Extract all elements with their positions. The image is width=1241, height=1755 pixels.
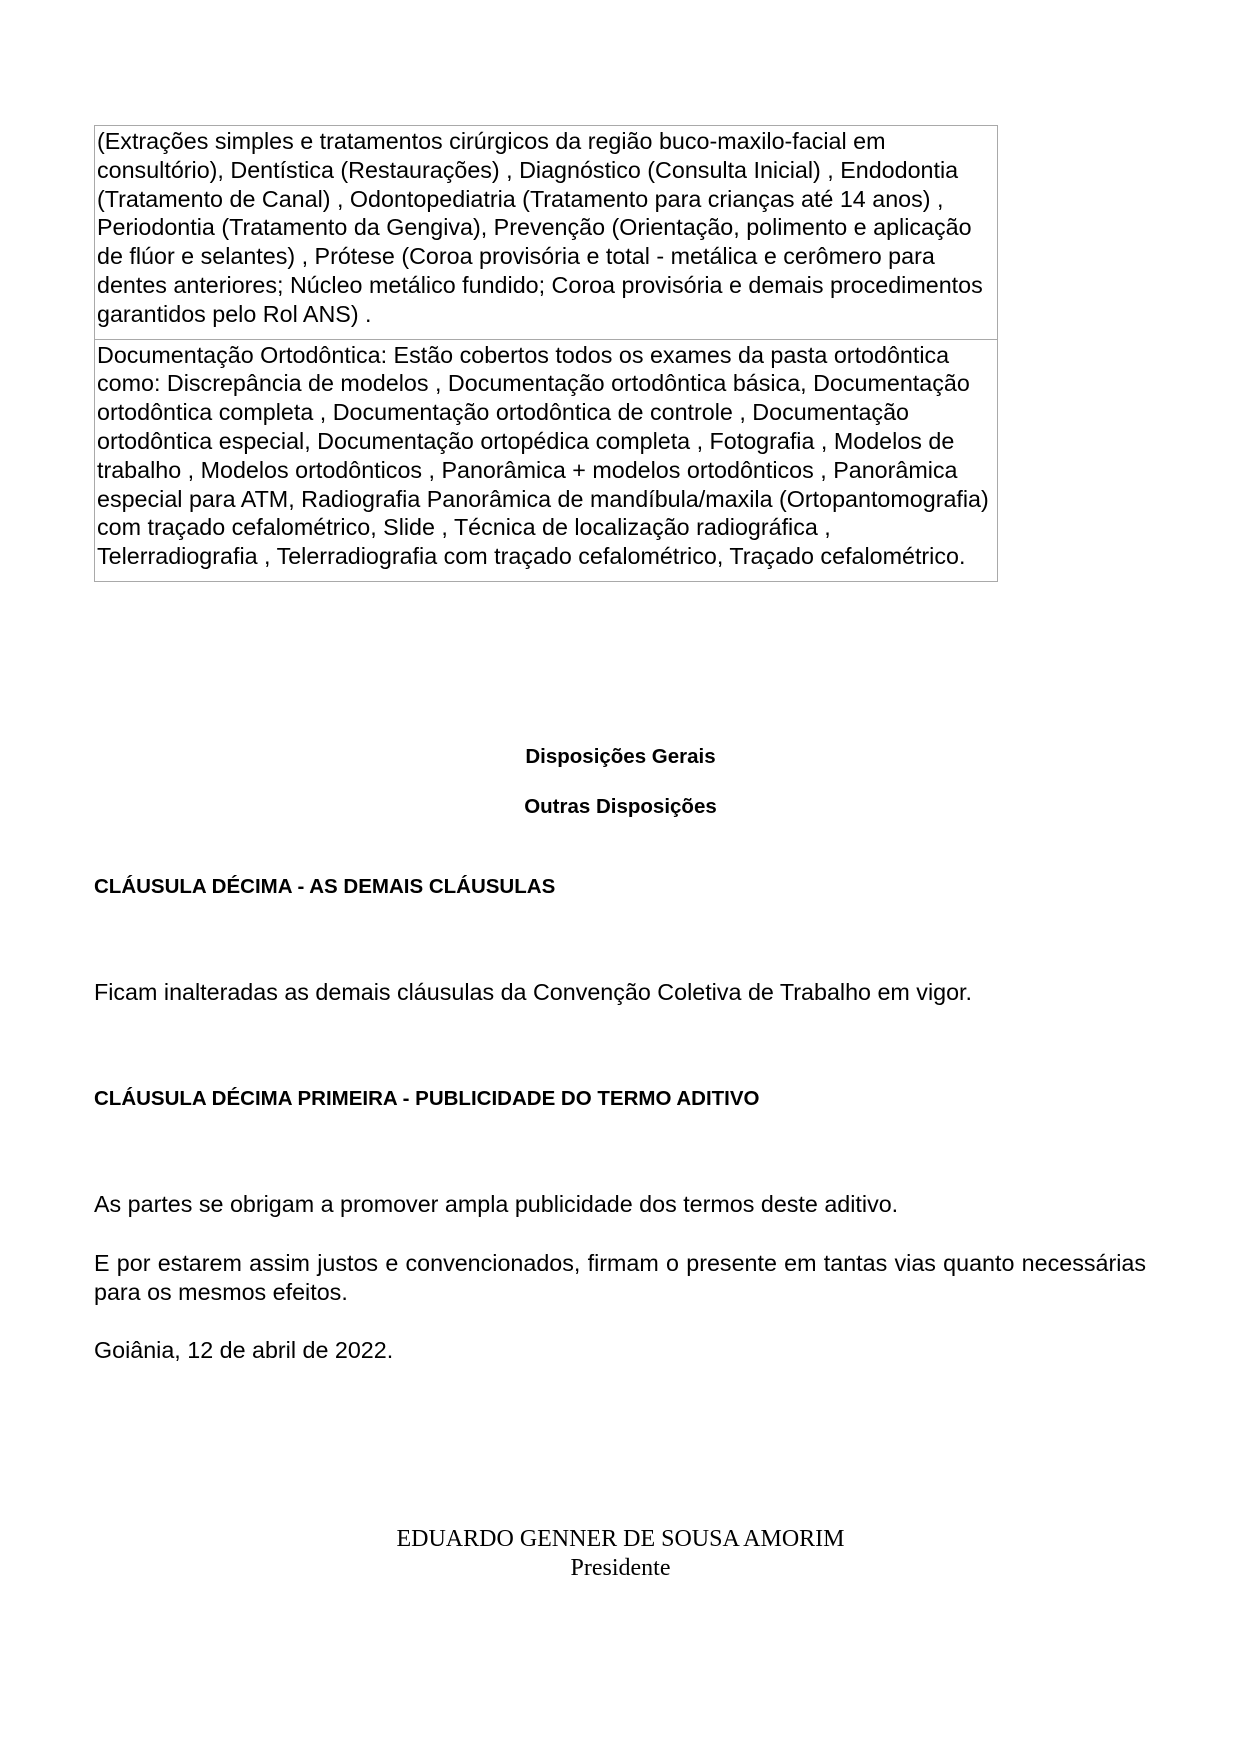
clause-11-text: As partes se obrigam a promover ampla publicidade dos termos deste aditivo. [94,1191,899,1217]
clause-10-title: CLÁUSULA DÉCIMA - AS DEMAIS CLÁUSULAS [94,875,556,898]
coverage-cell-orthodontic-docs: Documentação Ortodôntica: Estão cobertos todos os exames da pasta ortodôntica como: Discrepância de modelos , Documentação ortodôntica básica, Documentação ortodôntica completa , Documentação ortodôntica de controle , Documentação ortodôntica especial, Documentação ortopédica completa , Fotografia , Modelos de trabalho , Modelos ortodônticos , Panorâmica + modelos ortodônticos , Panorâmica especial para ATM, Radiografia Panorâmica de mandíbula/maxila (Ortopantomografia) com traçado cefalométrico, Slide , Técnica de localização radiográfica , Telerradiografia , Telerradiografia com traçado cefalométrico, Traçado cefalométrico. [95,339,998,581]
signature-role: Presidente [570,1555,671,1581]
coverage-cell-procedures: (Extrações simples e tratamentos cirúrgicos da região buco-maxilo-facial em consultório), Dentística (Restaurações) , Diagnóstico (Consulta Inicial) , Endodontia (Tratamento de Canal) , Odontopediatria (Tratamento para crianças até 14 anos) , Periodontia (Tratamento da Gengiva), Prevenção (Orientação, polimento e aplicação de flúor e selantes) , Prótese (Coroa provisória e total - metálica e cerômero para dentes anteriores; Núcleo metálico fundido; Coroa provisória e demais procedimentos garantidos pelo Rol ANS) . [95,126,998,340]
place-date: Goiânia, 12 de abril de 2022. [94,1337,394,1363]
section-subtitle: Outras Disposições [524,795,717,818]
section-title: Disposições Gerais [525,745,716,768]
clause-11-title: CLÁUSULA DÉCIMA PRIMEIRA - PUBLICIDADE DO TERMO ADITIVO [94,1087,760,1110]
signature-name: EDUARDO GENNER DE SOUSA AMORIM [396,1526,845,1552]
table-row [95,339,998,581]
closing-statement: E por estarem assim justos e convencionados, firmam o presente em tantas vias quanto necessárias para os mesmos efeitos. [94,1250,1146,1305]
coverage-table [94,125,998,582]
clause-10-text: Ficam inalteradas as demais cláusulas da Convenção Coletiva de Trabalho em vigor. [94,979,972,1005]
table-row [95,126,998,340]
